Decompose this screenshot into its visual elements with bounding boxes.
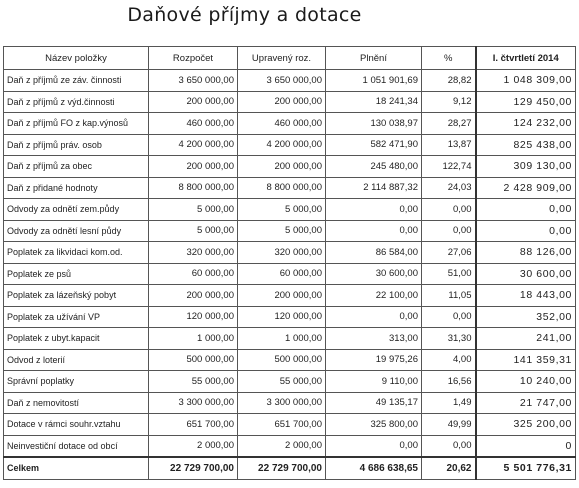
row-budget: 5 000,00 bbox=[149, 199, 238, 221]
row-actual: 313,00 bbox=[326, 328, 422, 350]
row-revised: 5 000,00 bbox=[238, 199, 326, 221]
row-actual: 130 038,97 bbox=[326, 113, 422, 135]
row-revised: 5 000,00 bbox=[238, 220, 326, 242]
page-title-text: Daňové příjmy a dotace bbox=[127, 4, 362, 26]
row-q1: 124 232,00 bbox=[476, 113, 576, 135]
row-actual: 325 800,00 bbox=[326, 414, 422, 436]
row-percent: 4,00 bbox=[422, 349, 476, 371]
row-budget: 2 000,00 bbox=[149, 435, 238, 457]
row-actual: 0,00 bbox=[326, 199, 422, 221]
row-q1: 309 130,00 bbox=[476, 156, 576, 178]
row-revised: 200 000,00 bbox=[238, 285, 326, 307]
row-budget: 3 650 000,00 bbox=[149, 70, 238, 92]
row-actual: 30 600,00 bbox=[326, 263, 422, 285]
row-revised: 651 700,00 bbox=[238, 414, 326, 436]
row-actual: 2 114 887,32 bbox=[326, 177, 422, 199]
row-revised: 460 000,00 bbox=[238, 113, 326, 135]
table-row bbox=[4, 263, 576, 285]
row-q1: 18 443,00 bbox=[476, 285, 576, 307]
header-name: Název položky bbox=[4, 47, 149, 70]
row-actual: 49 135,17 bbox=[326, 392, 422, 414]
table-header-row bbox=[4, 47, 576, 70]
row-name: Daň z příjmů práv. osob bbox=[4, 134, 149, 156]
table-row bbox=[4, 177, 576, 199]
table-row bbox=[4, 328, 576, 350]
budget-table bbox=[3, 46, 576, 480]
row-percent: 31,30 bbox=[422, 328, 476, 350]
table-row bbox=[4, 414, 576, 436]
row-actual: 0,00 bbox=[326, 435, 422, 457]
row-name: Daň z příjmů FO z kap.výnosů bbox=[4, 113, 149, 135]
table-row bbox=[4, 435, 576, 457]
row-name: Správní poplatky bbox=[4, 371, 149, 393]
header-q1: I. čtvrtletí 2014 bbox=[476, 47, 576, 70]
total-q1: 5 501 776,31 bbox=[476, 457, 576, 479]
table-row bbox=[4, 199, 576, 221]
table-row bbox=[4, 70, 576, 92]
total-name: Celkem bbox=[4, 457, 149, 479]
row-budget: 320 000,00 bbox=[149, 242, 238, 264]
row-budget: 55 000,00 bbox=[149, 371, 238, 393]
row-percent: 16,56 bbox=[422, 371, 476, 393]
row-name: Daň z přidané hodnoty bbox=[4, 177, 149, 199]
row-actual: 22 100,00 bbox=[326, 285, 422, 307]
row-revised: 55 000,00 bbox=[238, 371, 326, 393]
row-revised: 3 300 000,00 bbox=[238, 392, 326, 414]
header-percent: % bbox=[422, 47, 476, 70]
row-revised: 200 000,00 bbox=[238, 91, 326, 113]
row-percent: 28,27 bbox=[422, 113, 476, 135]
row-q1: 352,00 bbox=[476, 306, 576, 328]
row-percent: 51,00 bbox=[422, 263, 476, 285]
row-q1: 10 240,00 bbox=[476, 371, 576, 393]
row-q1: 2 428 909,00 bbox=[476, 177, 576, 199]
row-revised: 120 000,00 bbox=[238, 306, 326, 328]
table-row bbox=[4, 156, 576, 178]
row-budget: 200 000,00 bbox=[149, 91, 238, 113]
table-row bbox=[4, 134, 576, 156]
total-percent: 20,62 bbox=[422, 457, 476, 479]
table-row bbox=[4, 371, 576, 393]
row-actual: 86 584,00 bbox=[326, 242, 422, 264]
row-percent: 0,00 bbox=[422, 220, 476, 242]
row-revised: 4 200 000,00 bbox=[238, 134, 326, 156]
row-name: Poplatek z ubyt.kapacit bbox=[4, 328, 149, 350]
row-q1: 129 450,00 bbox=[476, 91, 576, 113]
row-name: Odvody za odnětí lesní půdy bbox=[4, 220, 149, 242]
table-row bbox=[4, 349, 576, 371]
table-row bbox=[4, 113, 576, 135]
table-row bbox=[4, 392, 576, 414]
page-title bbox=[0, 4, 579, 26]
row-revised: 200 000,00 bbox=[238, 156, 326, 178]
row-actual: 19 975,26 bbox=[326, 349, 422, 371]
row-actual: 245 480,00 bbox=[326, 156, 422, 178]
row-name: Poplatek za užívání VP bbox=[4, 306, 149, 328]
row-budget: 200 000,00 bbox=[149, 285, 238, 307]
row-name: Poplatek za lázeňský pobyt bbox=[4, 285, 149, 307]
row-q1: 825 438,00 bbox=[476, 134, 576, 156]
row-q1: 30 600,00 bbox=[476, 263, 576, 285]
table-row bbox=[4, 285, 576, 307]
row-name: Daň z příjmů za obec bbox=[4, 156, 149, 178]
row-q1: 0 bbox=[476, 435, 576, 457]
table-row bbox=[4, 306, 576, 328]
row-actual: 18 241,34 bbox=[326, 91, 422, 113]
row-percent: 1,49 bbox=[422, 392, 476, 414]
row-budget: 1 000,00 bbox=[149, 328, 238, 350]
row-name: Odvod z loterií bbox=[4, 349, 149, 371]
row-actual: 0,00 bbox=[326, 220, 422, 242]
row-budget: 4 200 000,00 bbox=[149, 134, 238, 156]
row-revised: 2 000,00 bbox=[238, 435, 326, 457]
row-q1: 0,00 bbox=[476, 220, 576, 242]
row-budget: 8 800 000,00 bbox=[149, 177, 238, 199]
header-budget: Rozpočet bbox=[149, 47, 238, 70]
total-budget: 22 729 700,00 bbox=[149, 457, 238, 479]
row-budget: 200 000,00 bbox=[149, 156, 238, 178]
row-percent: 28,82 bbox=[422, 70, 476, 92]
row-percent: 0,00 bbox=[422, 435, 476, 457]
row-budget: 460 000,00 bbox=[149, 113, 238, 135]
row-budget: 5 000,00 bbox=[149, 220, 238, 242]
row-name: Odvody za odnětí zem.půdy bbox=[4, 199, 149, 221]
row-percent: 24,03 bbox=[422, 177, 476, 199]
row-name: Daň z příjmů ze záv. činnosti bbox=[4, 70, 149, 92]
row-q1: 88 126,00 bbox=[476, 242, 576, 264]
row-budget: 500 000,00 bbox=[149, 349, 238, 371]
row-percent: 0,00 bbox=[422, 199, 476, 221]
row-name: Poplatek za likvidaci kom.od. bbox=[4, 242, 149, 264]
row-revised: 320 000,00 bbox=[238, 242, 326, 264]
header-actual: Plnění bbox=[326, 47, 422, 70]
row-name: Daň z nemovitostí bbox=[4, 392, 149, 414]
header-revised: Upravený roz. bbox=[238, 47, 326, 70]
row-percent: 49,99 bbox=[422, 414, 476, 436]
row-revised: 60 000,00 bbox=[238, 263, 326, 285]
row-actual: 582 471,90 bbox=[326, 134, 422, 156]
table-row bbox=[4, 91, 576, 113]
row-budget: 3 300 000,00 bbox=[149, 392, 238, 414]
row-q1: 1 048 309,00 bbox=[476, 70, 576, 92]
row-q1: 141 359,31 bbox=[476, 349, 576, 371]
table-row bbox=[4, 242, 576, 264]
row-percent: 13,87 bbox=[422, 134, 476, 156]
row-name: Daň z příjmů z výd.činnosti bbox=[4, 91, 149, 113]
row-revised: 500 000,00 bbox=[238, 349, 326, 371]
row-budget: 651 700,00 bbox=[149, 414, 238, 436]
row-budget: 60 000,00 bbox=[149, 263, 238, 285]
row-actual: 1 051 901,69 bbox=[326, 70, 422, 92]
row-name: Dotace v rámci souhr.vztahu bbox=[4, 414, 149, 436]
table-row bbox=[4, 220, 576, 242]
row-q1: 0,00 bbox=[476, 199, 576, 221]
row-q1: 325 200,00 bbox=[476, 414, 576, 436]
row-percent: 27,06 bbox=[422, 242, 476, 264]
row-name: Poplatek ze psů bbox=[4, 263, 149, 285]
row-percent: 11,05 bbox=[422, 285, 476, 307]
row-actual: 0,00 bbox=[326, 306, 422, 328]
row-budget: 120 000,00 bbox=[149, 306, 238, 328]
total-row bbox=[4, 457, 576, 479]
row-revised: 8 800 000,00 bbox=[238, 177, 326, 199]
row-q1: 241,00 bbox=[476, 328, 576, 350]
row-q1: 21 747,00 bbox=[476, 392, 576, 414]
row-name: Neinvestiční dotace od obcí bbox=[4, 435, 149, 457]
row-percent: 0,00 bbox=[422, 306, 476, 328]
total-actual: 4 686 638,65 bbox=[326, 457, 422, 479]
row-revised: 3 650 000,00 bbox=[238, 70, 326, 92]
row-percent: 122,74 bbox=[422, 156, 476, 178]
row-revised: 1 000,00 bbox=[238, 328, 326, 350]
row-percent: 9,12 bbox=[422, 91, 476, 113]
total-revised: 22 729 700,00 bbox=[238, 457, 326, 479]
row-actual: 9 110,00 bbox=[326, 371, 422, 393]
